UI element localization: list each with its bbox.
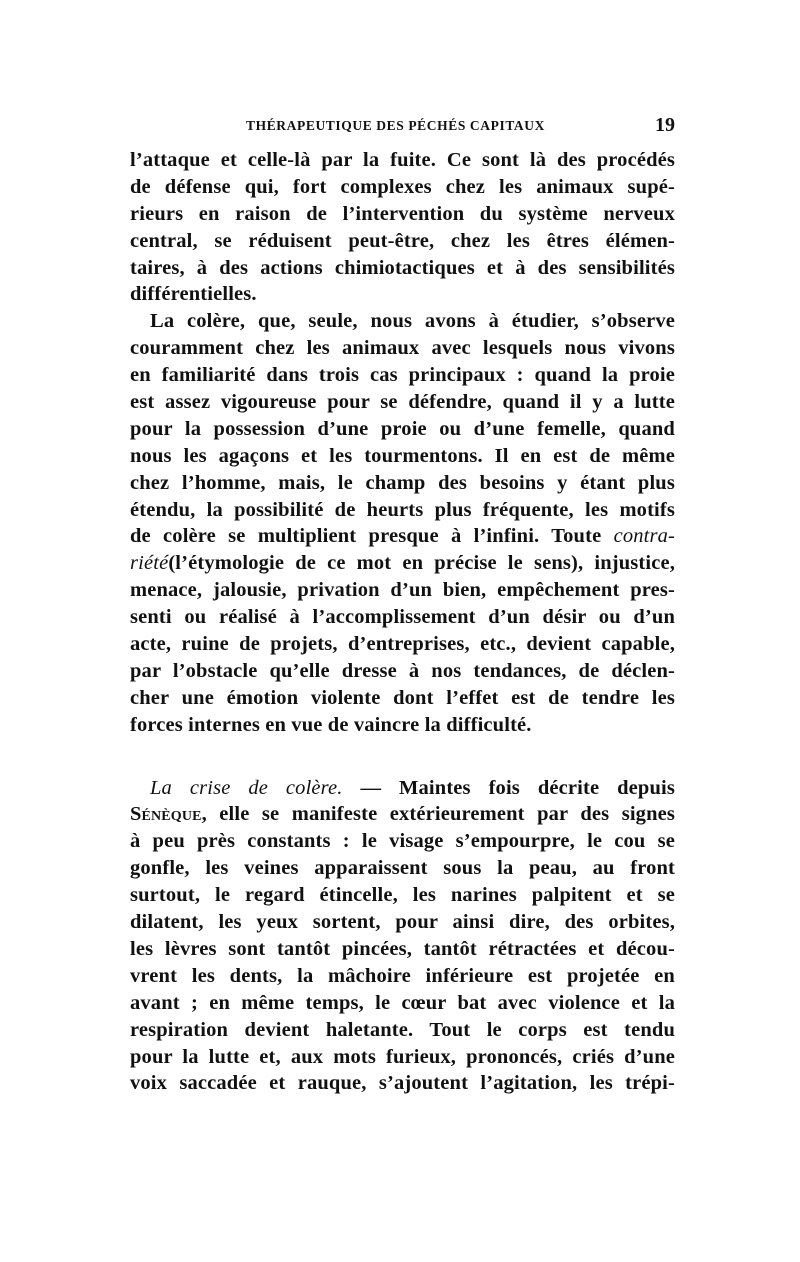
text-line: rieurs en raison de l’intervention du système nerveux	[130, 202, 675, 225]
paragraph-3	[130, 775, 675, 1098]
text-segment: , elle se manifeste extérieurement par des signes	[201, 803, 675, 826]
paragraph-2	[130, 308, 675, 738]
text-line: l’attaque et celle-là par la fuite. Ce sont là des procédés	[130, 149, 675, 171]
text-line: taires, à des actions chimiotactiques et à des sensibilités	[130, 256, 675, 279]
text-line: pour la lutte et, aux mots furieux, prononcés, criés d’une	[130, 1045, 675, 1068]
text-line: senti ou réalisé à l’accomplissement d’un désir ou d’un	[130, 606, 675, 629]
text-line: en familiarité dans trois cas principaux : quand la proie	[130, 364, 675, 387]
text-line: La colère, que, seule, nous avons à étudier, s’observe	[150, 310, 675, 333]
running-title: THÉRAPEUTIQUE DES PÉCHÉS CAPITAUX	[246, 118, 545, 133]
text-line: chez l’homme, mais, le champ des besoins y étant plus	[130, 471, 675, 494]
text-line: menace, jalousie, privation d’un bien, empêchement pres-	[130, 579, 675, 602]
section-heading: La crise de colère.	[150, 776, 343, 799]
text-line: surtout, le regard étincelle, les narines palpitent et se	[130, 884, 675, 907]
italic-word: riété	[130, 552, 169, 575]
text-segment: (l’étymologie de ce mot en précise le sens), injustice,	[168, 552, 675, 575]
text-segment: de colère se multiplient presque à l’infini. Toute	[130, 525, 602, 548]
text-line: étendu, la possibilité de heurts plus fréquente, les motifs	[130, 498, 675, 521]
text-line: forces internes en vue de vaincre la difficulté.	[130, 713, 532, 736]
text-line: central, se réduisent peut-être, chez les êtres élémen-	[130, 229, 675, 252]
text-line	[130, 775, 675, 802]
running-head	[130, 114, 675, 142]
text-line: les lèvres sont tantôt pincées, tantôt rétractées et décou-	[130, 937, 675, 960]
text-line: couramment chez les animaux avec lesquels nous vivons	[130, 337, 675, 360]
text-line: gonfle, les veines apparaissent sous la peau, au front	[130, 857, 675, 880]
text-line: différentielles.	[130, 283, 257, 306]
page-number: 19	[655, 114, 675, 136]
text-line: voix saccadée et rauque, s’ajoutent l’agitation, les trépi-	[130, 1072, 675, 1095]
text-line: avant ; en même temps, le cœur bat avec violence et la	[130, 991, 675, 1014]
text-line: pour la possession d’une proie ou d’une femelle, quand	[130, 417, 675, 440]
text-line: dilatent, les yeux sortent, pour ainsi dire, des orbites,	[130, 911, 675, 934]
text-line: respiration devient haletante. Tout le corps est tendu	[130, 1018, 675, 1041]
text-line	[130, 801, 675, 828]
text-line: à peu près constants : le visage s’empourpre, le cou se	[130, 830, 675, 853]
text-line: cher une émotion violente dont l’effet est de tendre les	[130, 686, 675, 709]
body-text	[130, 147, 675, 1097]
paragraph-1	[130, 147, 675, 308]
text-line	[130, 550, 675, 577]
italic-word: contra-	[613, 525, 675, 548]
text-line: est assez vigoureuse pour se défendre, quand il y a lutte	[130, 391, 675, 414]
text-segment: — Maintes fois décrite depuis	[342, 776, 675, 799]
text-line: de défense qui, fort complexes chez les animaux supé-	[130, 175, 675, 198]
text-line: nous les agaçons et les tourmentons. Il en est de même	[130, 444, 675, 467]
text-line: acte, ruine de projets, d’entreprises, etc., devient capable,	[130, 633, 675, 656]
text-line: vrent les dents, la mâchoire inférieure est projetée en	[130, 964, 675, 987]
text-line	[130, 523, 675, 550]
section-gap	[130, 739, 675, 775]
author-name: Sénèque	[130, 803, 202, 826]
text-line: par l’obstacle qu’elle dresse à nos tendances, de déclen-	[130, 659, 675, 682]
